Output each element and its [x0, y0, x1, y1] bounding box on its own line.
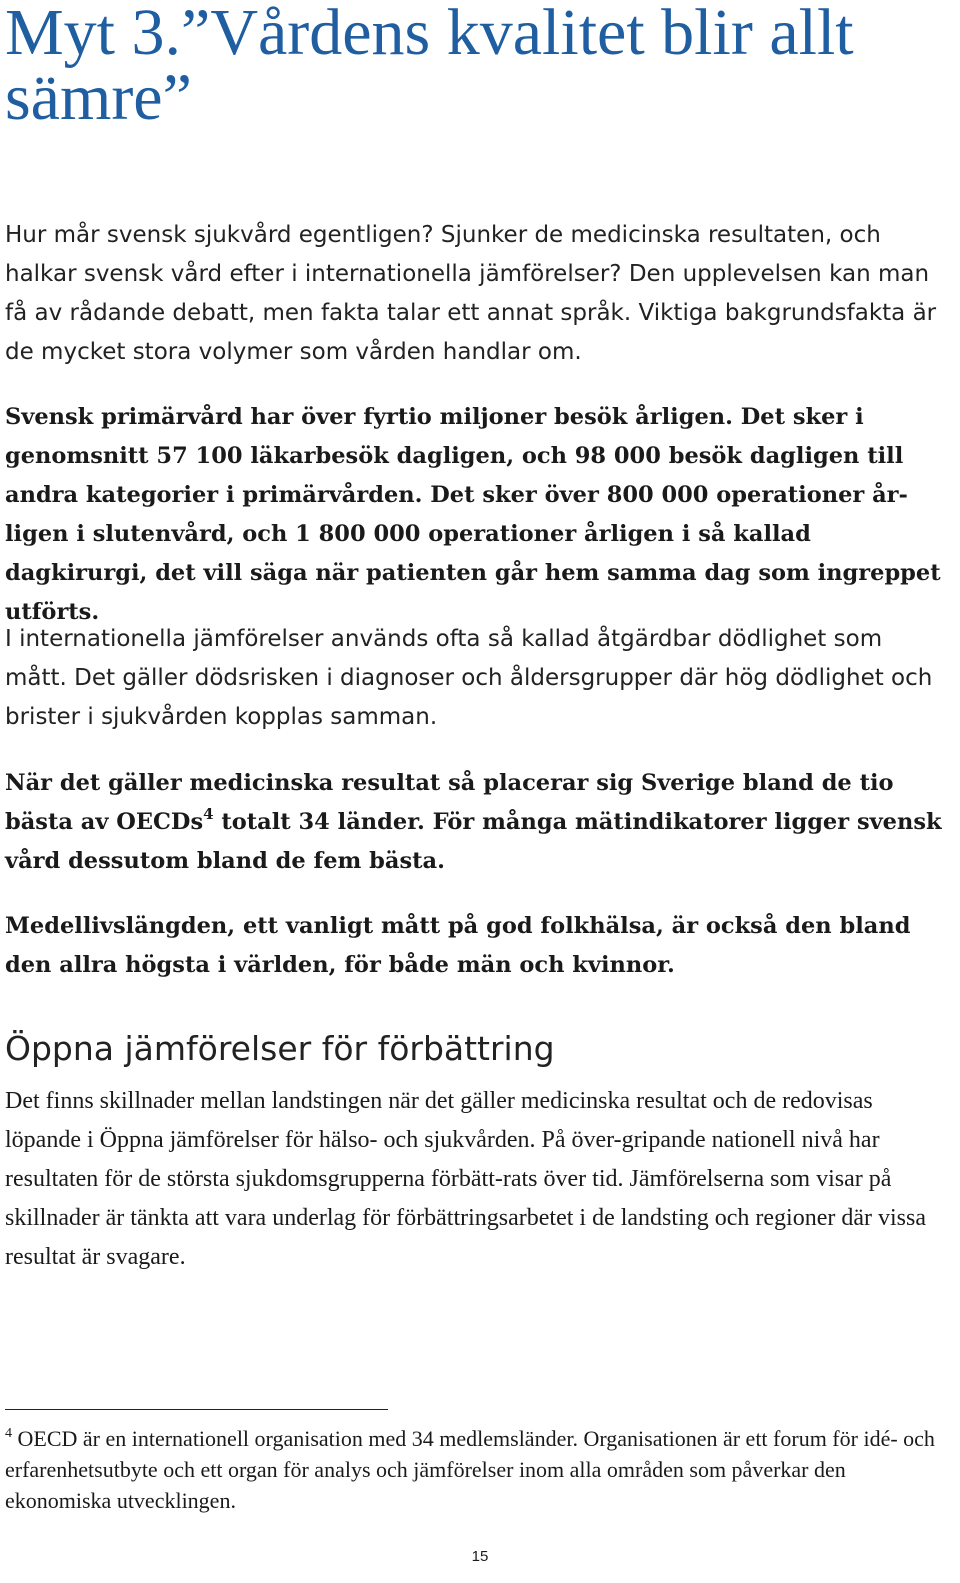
results-paragraph [5, 764, 949, 881]
comparisons-paragraph: Det finns skillnader mellan landstingen när det gäller medicinska resultat och de redovisas löpande i Öppna jämförelser för hälso- och sjukvården. På över-gripande nationell nivå har resultaten för de största sjukdomsgrupperna förbätt-rats över tid. Jämförelserna som visar på skillnader är tänkta att vara underlag för förbättringsarbetet i de landsting och regioner där vissa resultat är svagare. [5, 1088, 926, 1270]
footnote-marker: 4 [5, 1426, 12, 1441]
page-number: 15 [471, 1548, 489, 1565]
section-heading: Öppna jämförelser för förbättring [5, 1029, 555, 1068]
results-text-end: totalt 34 länder. För många mätindikatorer ligger svensk vård dessutom bland de fem bästa. [5, 809, 942, 874]
footnote-divider [5, 1409, 388, 1410]
footnote [5, 1423, 949, 1516]
lifespan-paragraph: Medellivslängden, ett vanligt mått på god folkhälsa, är också den bland den allra högsta i världen, för både män och kvinnor. [5, 913, 911, 978]
footnote-reference: 4 [203, 805, 214, 823]
results-text-start: När det gäller medicinska resultat så placerar sig Sverige bland de tio bästa av OECDs [5, 770, 894, 835]
footnote-text: OECD är en internationell organisation med 34 medlemsländer. Organisationen är ett forum för idé- och erfarenhetsutbyte och ett organ för analys och jämförelser inom alla områden som påverkar den ekonomiska utvecklingen. [5, 1426, 935, 1513]
page-title: Myt 3.”Vårdens kvalitet blir allt sämre” [5, 0, 854, 134]
mortality-paragraph: I internationella jämförelser används ofta så kallad åtgärdbar dödlighet som mått. Det gäller dödsrisken i diagnoser och åldersgrupper där hög dödlighet och brister i sjukvården kopplas samman. [5, 626, 933, 730]
intro-paragraph: Hur mår svensk sjukvård egentligen? Sjunker de medicinska resultaten, och halkar svensk vård efter i internationella jämförelser? Den upplevelsen kan man få av rådande debatt, men fakta talar ett annat språk. Viktiga bakgrundsfakta är de mycket stora volymer som vården handlar om. [5, 222, 937, 365]
volumes-paragraph: Svensk primärvård har över fyrtio miljoner besök årligen. Det sker i genomsnitt 57 100 läkarbesök dagligen, och 98 000 besök dagligen till andra kategorier i primärvården. Det sker över 800 000 operationer år-ligen i slutenvård, och 1 800 000 operationer årligen i så kallad dagkirurgi, det vill säga när patienten går hem samma dag som ingreppet utförts. [5, 404, 941, 625]
